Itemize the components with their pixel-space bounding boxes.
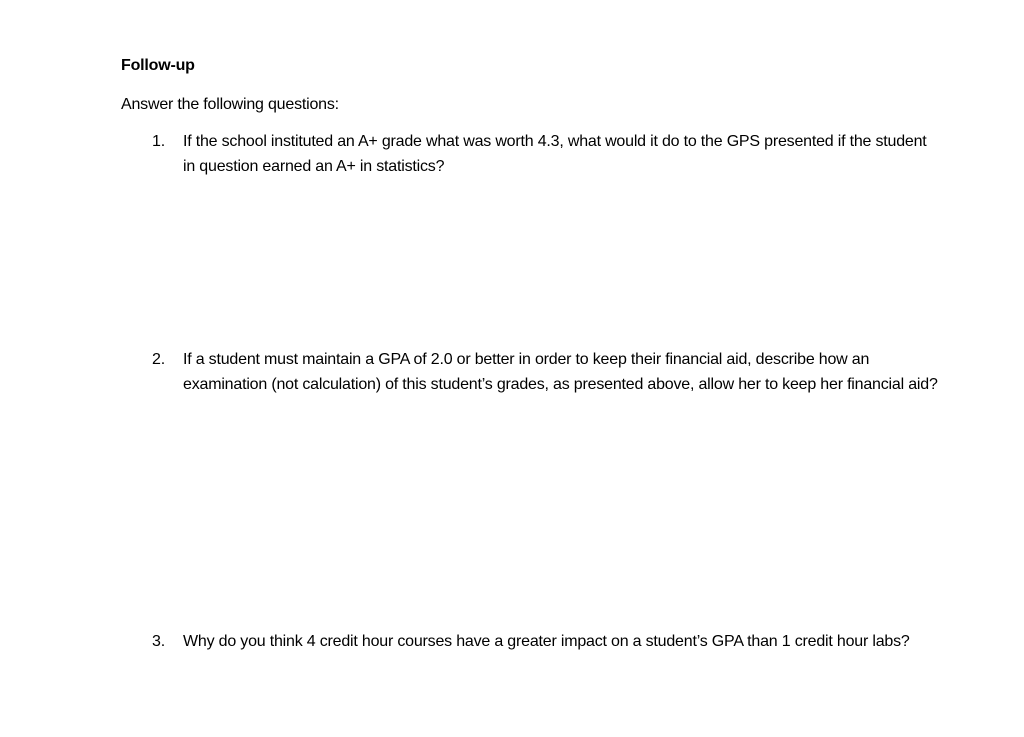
question-1: [152, 130, 942, 179]
question-text: Why do you think 4 credit hour courses have a greater impact on a student’s GPA than 1 credit hour labs?: [183, 633, 910, 650]
question-text: If the school instituted an A+ grade what was worth 4.3, what would it do to the GPS presented if the student in question earned an A+ in statistics?: [183, 133, 927, 175]
question-2: [152, 348, 942, 397]
question-number: 2.: [152, 351, 165, 368]
instructions-text: Answer the following questions:: [121, 96, 339, 113]
question-text: If a student must maintain a GPA of 2.0 or better in order to keep their financial aid, describe how an examination (not calculation) of this student’s grades, as presented above, allow her to keep her financial aid?: [183, 351, 938, 393]
question-3: [152, 630, 942, 655]
section-heading: Follow-up: [121, 57, 195, 74]
question-number: 1.: [152, 133, 165, 150]
question-number: 3.: [152, 633, 165, 650]
